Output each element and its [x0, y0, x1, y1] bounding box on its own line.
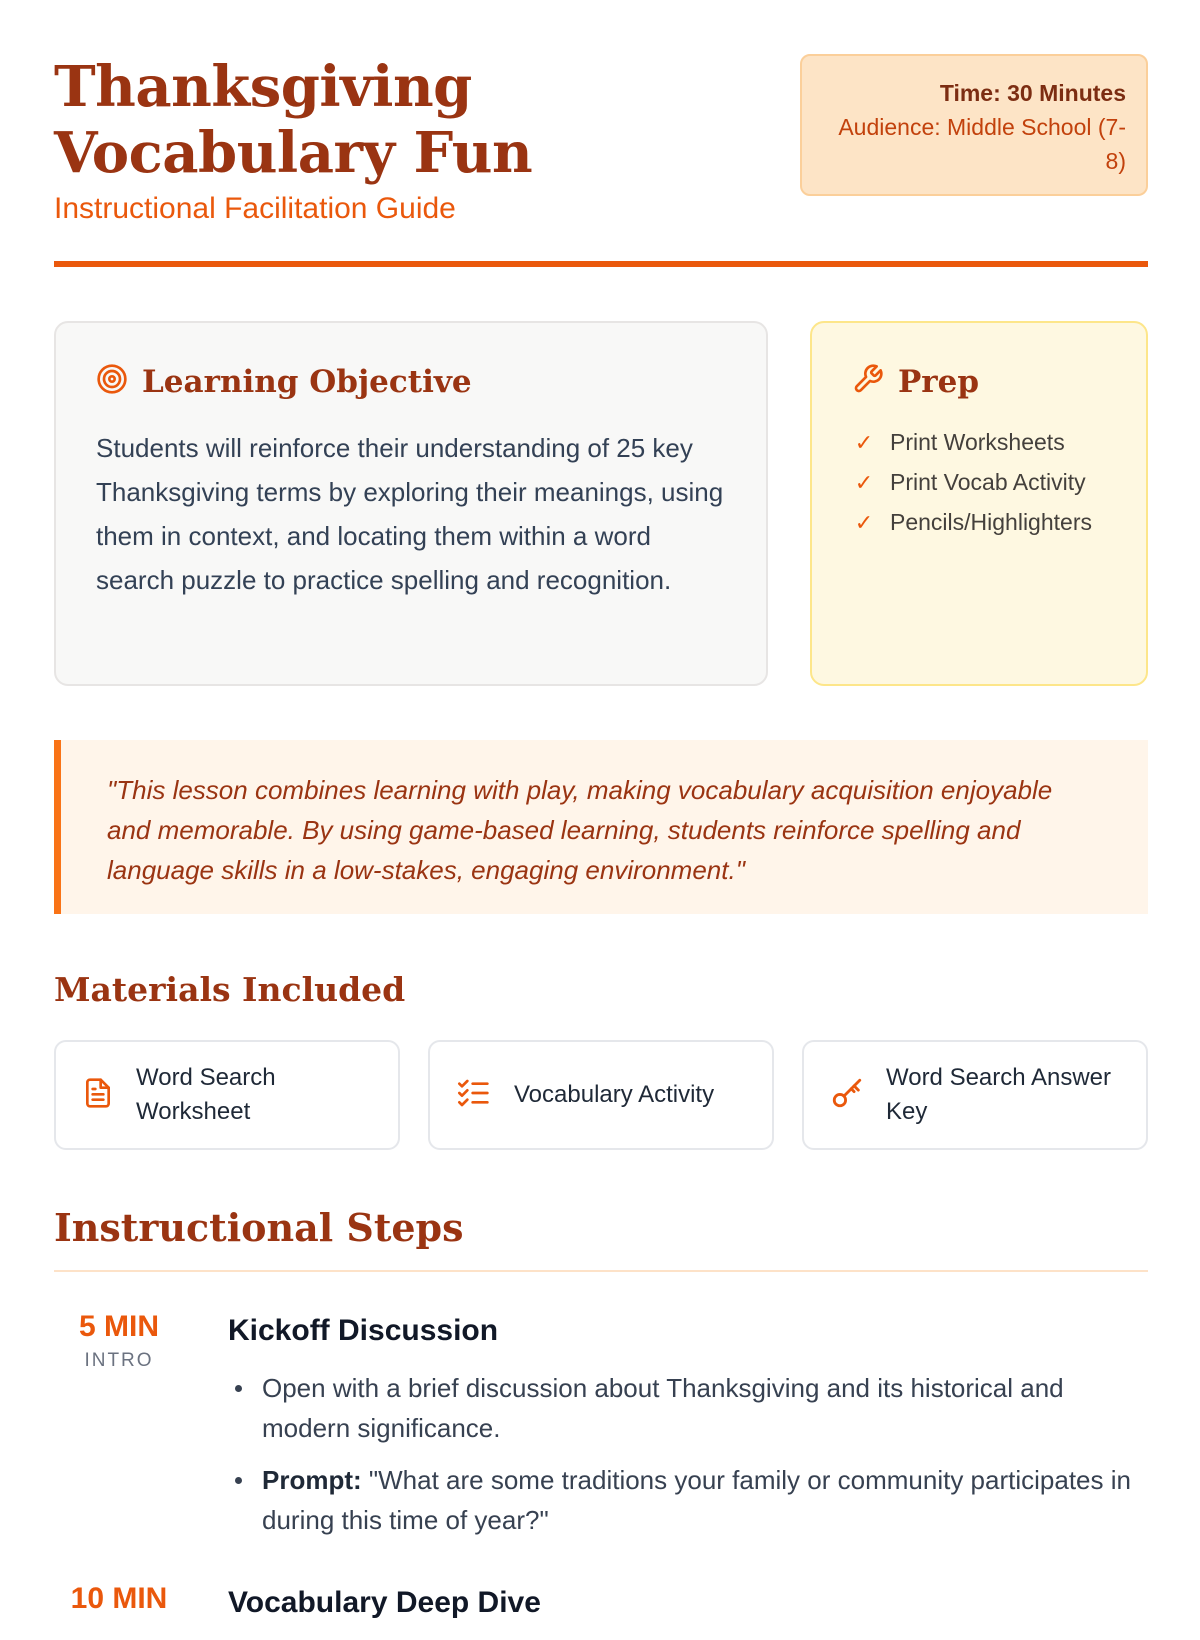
prep-heading: Prep: [898, 363, 980, 400]
prep-item: [852, 466, 1106, 499]
check-icon: ✓: [854, 510, 874, 535]
learning-objective-header: [96, 363, 726, 400]
lesson-audience: Audience: Middle School (7-8): [838, 114, 1126, 174]
prep-item-label: Print Worksheets: [890, 429, 1065, 455]
header-divider: [54, 261, 1148, 267]
material-card-answer-key[interactable]: [802, 1040, 1148, 1150]
target-icon: [96, 363, 128, 400]
page-subtitle: Instructional Facilitation Guide: [54, 192, 456, 225]
prep-item-label: Pencils/Highlighters: [890, 509, 1092, 535]
step-title: Kickoff Discussion: [228, 1314, 499, 1347]
prep-card: [810, 321, 1148, 686]
materials-heading: Materials Included: [54, 970, 406, 1009]
check-icon: ✓: [854, 470, 874, 495]
lesson-time: Time: 30 Minutes: [939, 80, 1126, 106]
step-bullet: [228, 1368, 1148, 1448]
pedagogy-quote: [54, 740, 1148, 914]
key-icon: [830, 1076, 864, 1115]
step-duration: 10 MIN: [70, 1582, 168, 1615]
step-time-block: [54, 1582, 184, 1616]
prep-item: [852, 506, 1106, 539]
steps-divider: [54, 1270, 1148, 1272]
prompt-text: "What are some traditions your family or community participates in during this time of year?": [262, 1465, 1131, 1535]
step-bullet: [228, 1460, 1148, 1540]
learning-objective-card: [54, 321, 768, 686]
step-bullet-text: Open with a brief discussion about Thanksgiving and its historical and modern significance.: [262, 1373, 1064, 1443]
material-card-vocabulary-activity[interactable]: [428, 1040, 774, 1150]
material-card-word-search[interactable]: [54, 1040, 400, 1150]
page-title: Thanksgiving Vocabulary Fun: [54, 54, 533, 186]
lesson-meta-box: [800, 54, 1148, 196]
step-title: Vocabulary Deep Dive: [228, 1586, 541, 1619]
learning-objective-heading: Learning Objective: [142, 363, 472, 400]
step-body: [228, 1310, 1148, 1552]
prep-item: [852, 426, 1106, 459]
material-label: Word Search Answer Key: [886, 1064, 1111, 1125]
step-bullets: [228, 1368, 1148, 1540]
material-label: Word Search Worksheet: [136, 1064, 276, 1125]
step-duration: 5 MIN: [78, 1310, 159, 1343]
step-time-block: [54, 1310, 184, 1372]
learning-objective-text: Students will reinforce their understanding of 25 key Thanksgiving terms by exploring their meanings, using them in context, and locating them within a word search puzzle to practice spelling and recognition.: [96, 433, 724, 595]
checklist-icon: [456, 1077, 492, 1114]
prep-list: [852, 426, 1106, 539]
wrench-icon: [852, 363, 884, 400]
prep-item-label: Print Vocab Activity: [890, 469, 1086, 495]
step-phase: INTRO: [84, 1350, 154, 1371]
check-icon: ✓: [854, 430, 874, 455]
steps-heading: Instructional Steps: [54, 1205, 464, 1250]
material-label: Vocabulary Activity: [514, 1081, 715, 1108]
step-body: [228, 1582, 1148, 1640]
quote-text: "This lesson combines learning with play, making vocabulary acquisition enjoyable and memorable. By using game-based learning, students reinforce spelling and language skills in a low-stakes, engaging environment.": [107, 775, 1053, 885]
prep-header: [852, 363, 1106, 400]
header: [54, 54, 1148, 268]
prompt-label: Prompt:: [262, 1465, 362, 1495]
document-icon: [82, 1077, 114, 1114]
